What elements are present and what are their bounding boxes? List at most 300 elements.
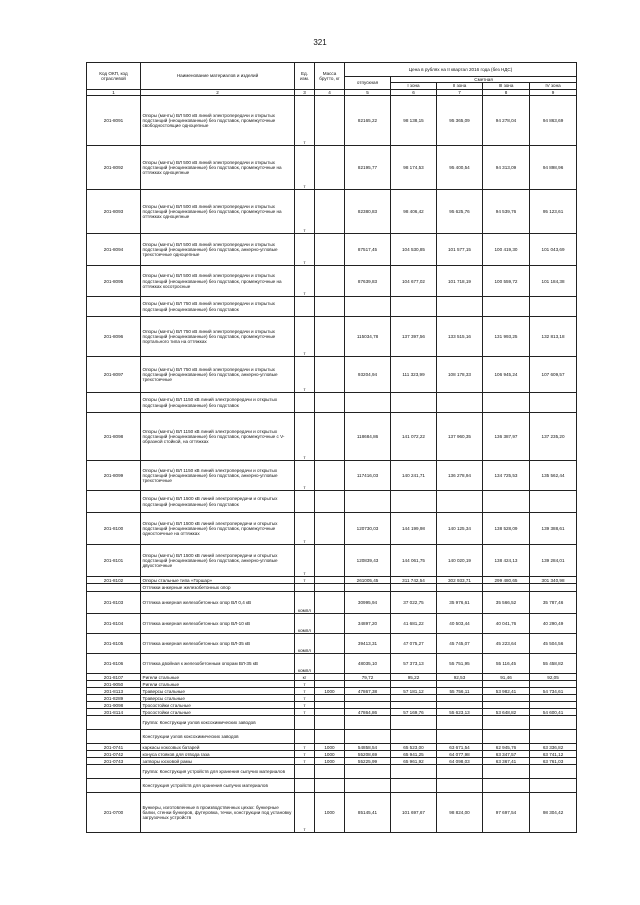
cell-price-zone4 — [530, 491, 577, 513]
cell-code: 201-9098 — [87, 702, 141, 709]
cell-name: Опоры (мачты) ВЛ 1150 кВ линий электропередачи и открытых подстанций (неоцинкованные) без подставок, промежуточные с V-образной стойкой, на оттяжках — [141, 413, 295, 461]
cell-price-zone4 — [530, 297, 577, 317]
cell-price-zone3: 134 725,53 — [483, 461, 530, 491]
cell-mass — [315, 317, 345, 357]
cell-name: Конструкции узлов коксохимических заводов — [141, 730, 295, 744]
cell-price-zone1: 65 941,25 — [391, 751, 437, 758]
cell-price-zone2 — [437, 393, 483, 413]
cell-name: Опоры (мачты) ВЛ 500 кВ линий электропередачи и открытых подстанций (неоцинкованные) без подставок, промежуточные на оттяжках косотросные — [141, 266, 295, 297]
cell-price-zone3: 94 539,76 — [483, 190, 530, 234]
cell-price-zone4: 54 734,61 — [530, 688, 577, 695]
cell-code — [87, 297, 141, 317]
cell-price-zone2: 40 503,44 — [437, 614, 483, 634]
cell-mass — [315, 730, 345, 744]
cell-name: Оттяжка анкерная железобетонных опор ВЛ 0,4 кВ — [141, 592, 295, 614]
cell-mass — [315, 266, 345, 297]
cell-price-zone2: 137 960,35 — [437, 413, 483, 461]
cell-name: Тросостойки стальные — [141, 702, 295, 709]
table-row — [87, 393, 577, 413]
cell-price-zone1: 104 677,02 — [391, 266, 437, 297]
cell-unit: т — [295, 413, 315, 461]
cell-price-zone2 — [437, 779, 483, 793]
cell-price-zone4 — [530, 779, 577, 793]
cell-price-zone1: 65 523,00 — [391, 744, 437, 751]
cell-name: Оттяжки анкерные железобетонных опор — [141, 584, 295, 592]
cell-price-zone1: 144 061,75 — [391, 545, 437, 577]
table-row — [87, 730, 577, 744]
cell-mass — [315, 513, 345, 545]
cell-mass — [315, 297, 345, 317]
cell-unit: т — [295, 266, 315, 297]
table-row — [87, 716, 577, 730]
cell-price-zone4 — [530, 702, 577, 709]
table-row — [87, 513, 577, 545]
cell-price-zone2: 63 671,54 — [437, 744, 483, 751]
cell-code — [87, 779, 141, 793]
cell-price-zone2 — [437, 716, 483, 730]
cell-name: Тросостойки стальные — [141, 709, 295, 716]
cell-price-zone2: 55 756,11 — [437, 688, 483, 695]
cell-mass — [315, 702, 345, 709]
cell-price-zone3: 91,46 — [483, 674, 530, 681]
cell-code — [87, 393, 141, 413]
table-row — [87, 190, 577, 234]
cell-price-release — [345, 716, 391, 730]
cell-price-zone3 — [483, 716, 530, 730]
cell-unit — [295, 765, 315, 779]
cell-price-zone3: 131 993,25 — [483, 317, 530, 357]
cell-price-zone3: 55 116,45 — [483, 654, 530, 674]
cell-mass — [315, 584, 345, 592]
table-header — [87, 63, 577, 96]
cell-price-zone3 — [483, 779, 530, 793]
cell-name: Опоры (мачты) ВЛ 500 кВ линий электропередачи и открытых подстанций (неоцинкованные) без подставок, промежуточные на оттяжках одноцепные — [141, 146, 295, 190]
cell-code: 201-8104 — [87, 614, 141, 634]
cell-mass — [315, 393, 345, 413]
cell-price-zone4: 55 458,82 — [530, 654, 577, 674]
cell-code: 201-8091 — [87, 96, 141, 146]
table-row — [87, 758, 577, 765]
cell-code — [87, 765, 141, 779]
cell-code: 201-8107 — [87, 674, 141, 681]
cell-code: 201-8114 — [87, 709, 141, 716]
table-row — [87, 688, 577, 695]
cell-unit: кг — [295, 674, 315, 681]
cell-unit: т — [295, 758, 315, 765]
cell-unit: т — [295, 234, 315, 266]
cell-code: 201-8099 — [87, 461, 141, 491]
cell-price-zone3 — [483, 681, 530, 688]
cell-unit: т — [295, 695, 315, 702]
cell-mass — [315, 234, 345, 266]
col-number: 4 — [315, 89, 345, 95]
cell-code: 201-8097 — [87, 357, 141, 393]
table-row — [87, 674, 577, 681]
cell-mass — [315, 413, 345, 461]
cell-price-zone3 — [483, 393, 530, 413]
cell-name: Ригели стальные — [141, 681, 295, 688]
cell-price-zone4: 94 863,69 — [530, 96, 577, 146]
cell-code — [87, 730, 141, 744]
cell-price-zone1 — [391, 297, 437, 317]
cell-code: 201-0742 — [87, 751, 141, 758]
cell-price-zone1: 311 742,54 — [391, 577, 437, 584]
cell-price-zone1 — [391, 765, 437, 779]
cell-price-zone4 — [530, 584, 577, 592]
cell-price-zone4: 40 290,49 — [530, 614, 577, 634]
cell-price-zone2: 302 933,71 — [437, 577, 483, 584]
cell-price-zone2: 45 745,07 — [437, 634, 483, 654]
cell-price-zone3: 53 982,41 — [483, 688, 530, 695]
cell-mass — [315, 577, 345, 584]
cell-price-zone3: 35 566,52 — [483, 592, 530, 614]
cell-mass — [315, 779, 345, 793]
table-row — [87, 584, 577, 592]
header-zone1: I зона — [391, 83, 437, 89]
cell-price-zone3: 63 347,57 — [483, 751, 530, 758]
cell-price-zone3 — [483, 765, 530, 779]
cell-code: 201-8106 — [87, 654, 141, 674]
cell-price-zone2: 98 824,00 — [437, 793, 483, 833]
table-row — [87, 695, 577, 702]
cell-unit: т — [295, 744, 315, 751]
cell-price-zone4 — [530, 765, 577, 779]
cell-price-zone4: 135 562,44 — [530, 461, 577, 491]
cell-price-zone2: 64 077,98 — [437, 751, 483, 758]
cell-price-release: 115034,78 — [345, 317, 391, 357]
cell-price-zone4: 35 787,46 — [530, 592, 577, 614]
cell-unit — [295, 716, 315, 730]
cell-price-zone4: 63 741,12 — [530, 751, 577, 758]
cell-code: 201-8094 — [87, 234, 141, 266]
cell-price-zone4: 95 123,61 — [530, 190, 577, 234]
cell-price-zone3: 136 387,97 — [483, 413, 530, 461]
cell-name: Ригели стальные — [141, 674, 295, 681]
cell-mass: 1000 — [315, 758, 345, 765]
cell-unit: т — [295, 513, 315, 545]
cell-unit — [295, 297, 315, 317]
cell-price-release — [345, 491, 391, 513]
cell-mass — [315, 190, 345, 234]
cell-price-zone4: 101 043,69 — [530, 234, 577, 266]
cell-price-zone2: 108 178,33 — [437, 357, 483, 393]
table-row — [87, 779, 577, 793]
cell-price-release: 54858,54 — [345, 744, 391, 751]
cell-mass — [315, 716, 345, 730]
cell-price-zone1: 98 138,15 — [391, 96, 437, 146]
cell-price-zone2 — [437, 491, 483, 513]
cell-mass — [315, 545, 345, 577]
header-mass: Масса брутто, кг — [315, 63, 345, 90]
cell-mass — [315, 146, 345, 190]
cell-price-release: 120730,03 — [345, 513, 391, 545]
cell-price-zone3: 106 945,24 — [483, 357, 530, 393]
cell-unit: т — [295, 461, 315, 491]
table-row — [87, 614, 577, 634]
cell-mass: 1000 — [315, 751, 345, 758]
cell-price-zone4: 92,05 — [530, 674, 577, 681]
cell-price-release — [345, 393, 391, 413]
cell-price-zone1: 137 397,56 — [391, 317, 437, 357]
cell-name: Группа: Конструкция устройств для хранения сыпучих материалов — [141, 765, 295, 779]
table-row — [87, 577, 577, 584]
cell-mass — [315, 96, 345, 146]
cell-price-zone2: 136 278,94 — [437, 461, 483, 491]
cell-price-zone3 — [483, 702, 530, 709]
cell-price-zone4: 132 813,18 — [530, 317, 577, 357]
cell-unit: т — [295, 190, 315, 234]
cell-code: 201-8101 — [87, 545, 141, 577]
cell-price-zone4: 137 235,20 — [530, 413, 577, 461]
cell-price-zone3: 53 648,82 — [483, 709, 530, 716]
cell-unit: т — [295, 317, 315, 357]
cell-unit: т — [295, 96, 315, 146]
cell-code — [87, 491, 141, 513]
cell-price-zone1: 37 022,75 — [391, 592, 437, 614]
cell-price-zone3 — [483, 491, 530, 513]
cell-price-zone1: 57 181,12 — [391, 688, 437, 695]
cell-unit: компл — [295, 634, 315, 654]
cell-price-zone3: 94 313,09 — [483, 146, 530, 190]
cell-unit: т — [295, 681, 315, 688]
cell-mass — [315, 681, 345, 688]
col-number: 2 — [141, 89, 295, 95]
cell-unit: т — [295, 702, 315, 709]
cell-price-release — [345, 297, 391, 317]
cell-mass — [315, 765, 345, 779]
cell-mass: 1000 — [315, 688, 345, 695]
cell-name: Опоры стальные типа «Горшар» — [141, 577, 295, 584]
table-row — [87, 751, 577, 758]
table-row — [87, 96, 577, 146]
cell-unit: компл — [295, 614, 315, 634]
cell-price-zone3: 138 528,09 — [483, 513, 530, 545]
cell-mass: 1000 — [315, 744, 345, 751]
cell-price-release: 261005,45 — [345, 577, 391, 584]
cell-name: Группа: Конструкции узлов коксохимических заводов — [141, 716, 295, 730]
cell-price-zone2: 101 577,15 — [437, 234, 483, 266]
table-row — [87, 765, 577, 779]
cell-price-zone2 — [437, 702, 483, 709]
header-release: отпускная — [345, 77, 391, 90]
cell-unit: компл — [295, 654, 315, 674]
table-row — [87, 491, 577, 513]
cell-price-zone2 — [437, 765, 483, 779]
table-row — [87, 681, 577, 688]
cell-price-zone1: 47 075,27 — [391, 634, 437, 654]
col-number: 5 — [345, 89, 391, 95]
cell-price-zone4: 101 184,38 — [530, 266, 577, 297]
cell-price-zone1: 65 961,92 — [391, 758, 437, 765]
cell-name: Оттяжка анкерная железобетонных опор ВЛ-10 кВ — [141, 614, 295, 634]
cell-price-zone1 — [391, 393, 437, 413]
cell-price-zone3 — [483, 584, 530, 592]
table-row — [87, 297, 577, 317]
cell-name: Опоры (мачты) ВЛ 1500 кВ линий электропередачи и открытых подстанций (неоцинкованные) без подставок — [141, 491, 295, 513]
table-row — [87, 266, 577, 297]
cell-code: 201-8096 — [87, 317, 141, 357]
cell-price-release: 47867,38 — [345, 688, 391, 695]
cell-mass — [315, 614, 345, 634]
cell-price-release: 55208,69 — [345, 751, 391, 758]
cell-price-release: 82195,77 — [345, 146, 391, 190]
cell-price-zone2: 133 515,16 — [437, 317, 483, 357]
cell-price-zone1: 104 530,85 — [391, 234, 437, 266]
col-number: 3 — [295, 89, 315, 95]
cell-price-zone2: 95 365,09 — [437, 96, 483, 146]
cell-code: 201-9050 — [87, 681, 141, 688]
table-row — [87, 592, 577, 614]
cell-unit: т — [295, 545, 315, 577]
cell-price-release — [345, 765, 391, 779]
cell-unit: т — [295, 793, 315, 833]
cell-code: 201-8095 — [87, 266, 141, 297]
header-price-title: Цена в рублях на II квартал 2016 года (без НДС) — [345, 63, 577, 77]
cell-price-zone1: 95,22 — [391, 674, 437, 681]
col-number: 1 — [87, 89, 141, 95]
cell-price-zone1: 98 406,42 — [391, 190, 437, 234]
cell-name: затворы юсковой рамы — [141, 758, 295, 765]
cell-mass — [315, 634, 345, 654]
cell-price-zone1 — [391, 695, 437, 702]
cell-price-zone3: 299 480,65 — [483, 577, 530, 584]
cell-name: Опоры (мачты) ВЛ 500 кВ линий электропередачи и открытых подстанций (неоцинкованные) без подставок, промежуточные на оттяжках одноцепные — [141, 190, 295, 234]
cell-price-release: 48035,10 — [345, 654, 391, 674]
cell-code — [87, 716, 141, 730]
cell-code: 201-0741 — [87, 744, 141, 751]
cell-price-release — [345, 779, 391, 793]
cell-price-release — [345, 584, 391, 592]
cell-price-zone1: 98 174,53 — [391, 146, 437, 190]
cell-price-zone1 — [391, 730, 437, 744]
cell-name: Бункеры, изготовленные в производственных цехах: бункерные балки, стенки бункеров, футеровка, течки, конструкции под установку загрузочных устройств — [141, 793, 295, 833]
cell-price-release: 120839,43 — [345, 545, 391, 577]
cell-price-zone2 — [437, 681, 483, 688]
table-row — [87, 634, 577, 654]
cell-price-release: 117416,03 — [345, 461, 391, 491]
cell-price-zone2: 55 751,95 — [437, 654, 483, 674]
cell-mass — [315, 709, 345, 716]
cell-code: 201-0743 — [87, 758, 141, 765]
cell-name: Опоры (мачты) ВЛ 500 кВ линий электропередачи и открытых подстанций (неоцинкованные) без подставок, анкерно-угловые трехстоечные одноцепные — [141, 234, 295, 266]
cell-price-zone3: 94 278,04 — [483, 96, 530, 146]
cell-name: Опоры (мачты) ВЛ 1500 кВ линий электропередачи и открытых подстанций (неоцинкованные) без подставок, промежуточные одностоечные на оттяжках — [141, 513, 295, 545]
cell-price-zone1 — [391, 584, 437, 592]
cell-code: 201-8102 — [87, 577, 141, 584]
cell-price-zone4: 45 504,56 — [530, 634, 577, 654]
cell-price-zone4: 139 284,01 — [530, 545, 577, 577]
cell-price-release: 47864,86 — [345, 709, 391, 716]
header-zone3: III зона — [483, 83, 530, 89]
cell-price-zone4 — [530, 730, 577, 744]
table-body — [87, 96, 577, 833]
table-row — [87, 146, 577, 190]
cell-unit — [295, 779, 315, 793]
cell-name: Опоры (мачты) ВЛ 1500 кВ линий электропередачи и открытых подстанций (неоцинкованные) без подставок, анкерно-угловые двухстоечные — [141, 545, 295, 577]
cell-price-release: 87639,83 — [345, 266, 391, 297]
table-row — [87, 545, 577, 577]
cell-mass — [315, 654, 345, 674]
cell-unit: т — [295, 688, 315, 695]
cell-price-zone2: 95 400,54 — [437, 146, 483, 190]
table-row — [87, 234, 577, 266]
cell-name: Опоры (мачты) ВЛ 750 кВ линий электропередачи и открытых подстанций (неоцинкованные) без подставок, промежуточные портального типа на оттяжках — [141, 317, 295, 357]
cell-mass — [315, 491, 345, 513]
cell-unit: т — [295, 146, 315, 190]
cell-code: 201-8100 — [87, 513, 141, 545]
header-zone2: II зона — [437, 83, 483, 89]
header-code: Код ОКП, код отраслевой — [87, 63, 141, 90]
cell-name: Конструкция устройств для хранения сыпучих материалов — [141, 779, 295, 793]
cell-name: Опоры (мачты) ВЛ 750 кВ линий электропередачи и открытых подстанций (неоцинкованные) без подставок, анкерно-угловые трехстоечные — [141, 357, 295, 393]
cell-unit — [295, 584, 315, 592]
cell-price-zone1 — [391, 779, 437, 793]
cell-price-zone1: 141 072,22 — [391, 413, 437, 461]
cell-name: Опоры (мачты) ВЛ 1150 кВ линий электропередачи и открытых подстанций (неоцинкованные) без подставок, анкерно-угловые трехстоечные — [141, 461, 295, 491]
cell-price-zone4: 63 761,03 — [530, 758, 577, 765]
cell-price-zone2 — [437, 730, 483, 744]
price-table — [86, 62, 577, 833]
cell-price-release: 118684,86 — [345, 413, 391, 461]
cell-price-zone3: 100 419,30 — [483, 234, 530, 266]
cell-code: 201-8113 — [87, 688, 141, 695]
cell-price-zone4: 98 304,42 — [530, 793, 577, 833]
table-row — [87, 654, 577, 674]
cell-price-zone4: 54 600,41 — [530, 709, 577, 716]
cell-price-zone3: 97 697,54 — [483, 793, 530, 833]
cell-price-zone1 — [391, 702, 437, 709]
table-row — [87, 461, 577, 491]
cell-price-zone4: 107 609,57 — [530, 357, 577, 393]
cell-price-zone2: 101 718,19 — [437, 266, 483, 297]
cell-price-release: 34897,20 — [345, 614, 391, 634]
cell-price-zone1: 57 373,13 — [391, 654, 437, 674]
cell-price-zone4 — [530, 716, 577, 730]
table-row — [87, 357, 577, 393]
cell-price-zone2 — [437, 297, 483, 317]
cell-price-zone3: 138 424,13 — [483, 545, 530, 577]
cell-price-zone4: 301 340,98 — [530, 577, 577, 584]
cell-code: 201-8092 — [87, 146, 141, 190]
cell-price-zone3: 40 041,76 — [483, 614, 530, 634]
cell-name: Траверсы стальные — [141, 688, 295, 695]
cell-price-zone3: 100 559,72 — [483, 266, 530, 297]
cell-price-zone3 — [483, 297, 530, 317]
cell-price-zone2: 92,53 — [437, 674, 483, 681]
cell-price-zone3: 45 223,64 — [483, 634, 530, 654]
cell-name: Опоры (мачты) ВЛ 750 кВ линий электропередачи и открытых подстанций (неоцинкованные) без подставок — [141, 297, 295, 317]
cell-unit: т — [295, 709, 315, 716]
cell-price-release — [345, 681, 391, 688]
cell-price-release — [345, 702, 391, 709]
table-row — [87, 702, 577, 709]
cell-price-zone2: 140 125,34 — [437, 513, 483, 545]
table-row — [87, 709, 577, 716]
cell-unit — [295, 730, 315, 744]
cell-price-release: 79,72 — [345, 674, 391, 681]
cell-name: Оттяжка анкерная железобетонных опор ВЛ-35 кВ — [141, 634, 295, 654]
cell-price-zone3 — [483, 695, 530, 702]
cell-price-release: 30995,94 — [345, 592, 391, 614]
cell-price-zone4 — [530, 393, 577, 413]
cell-price-release — [345, 730, 391, 744]
cell-price-release: 55225,99 — [345, 758, 391, 765]
cell-price-release: 93204,94 — [345, 357, 391, 393]
cell-code: 201-0700 — [87, 793, 141, 833]
cell-code: 201-8105 — [87, 634, 141, 654]
cell-name: Оттяжка двойная к железобетонным опорам ВЛ-35 кВ — [141, 654, 295, 674]
header-zone4: IV зона — [530, 83, 577, 89]
